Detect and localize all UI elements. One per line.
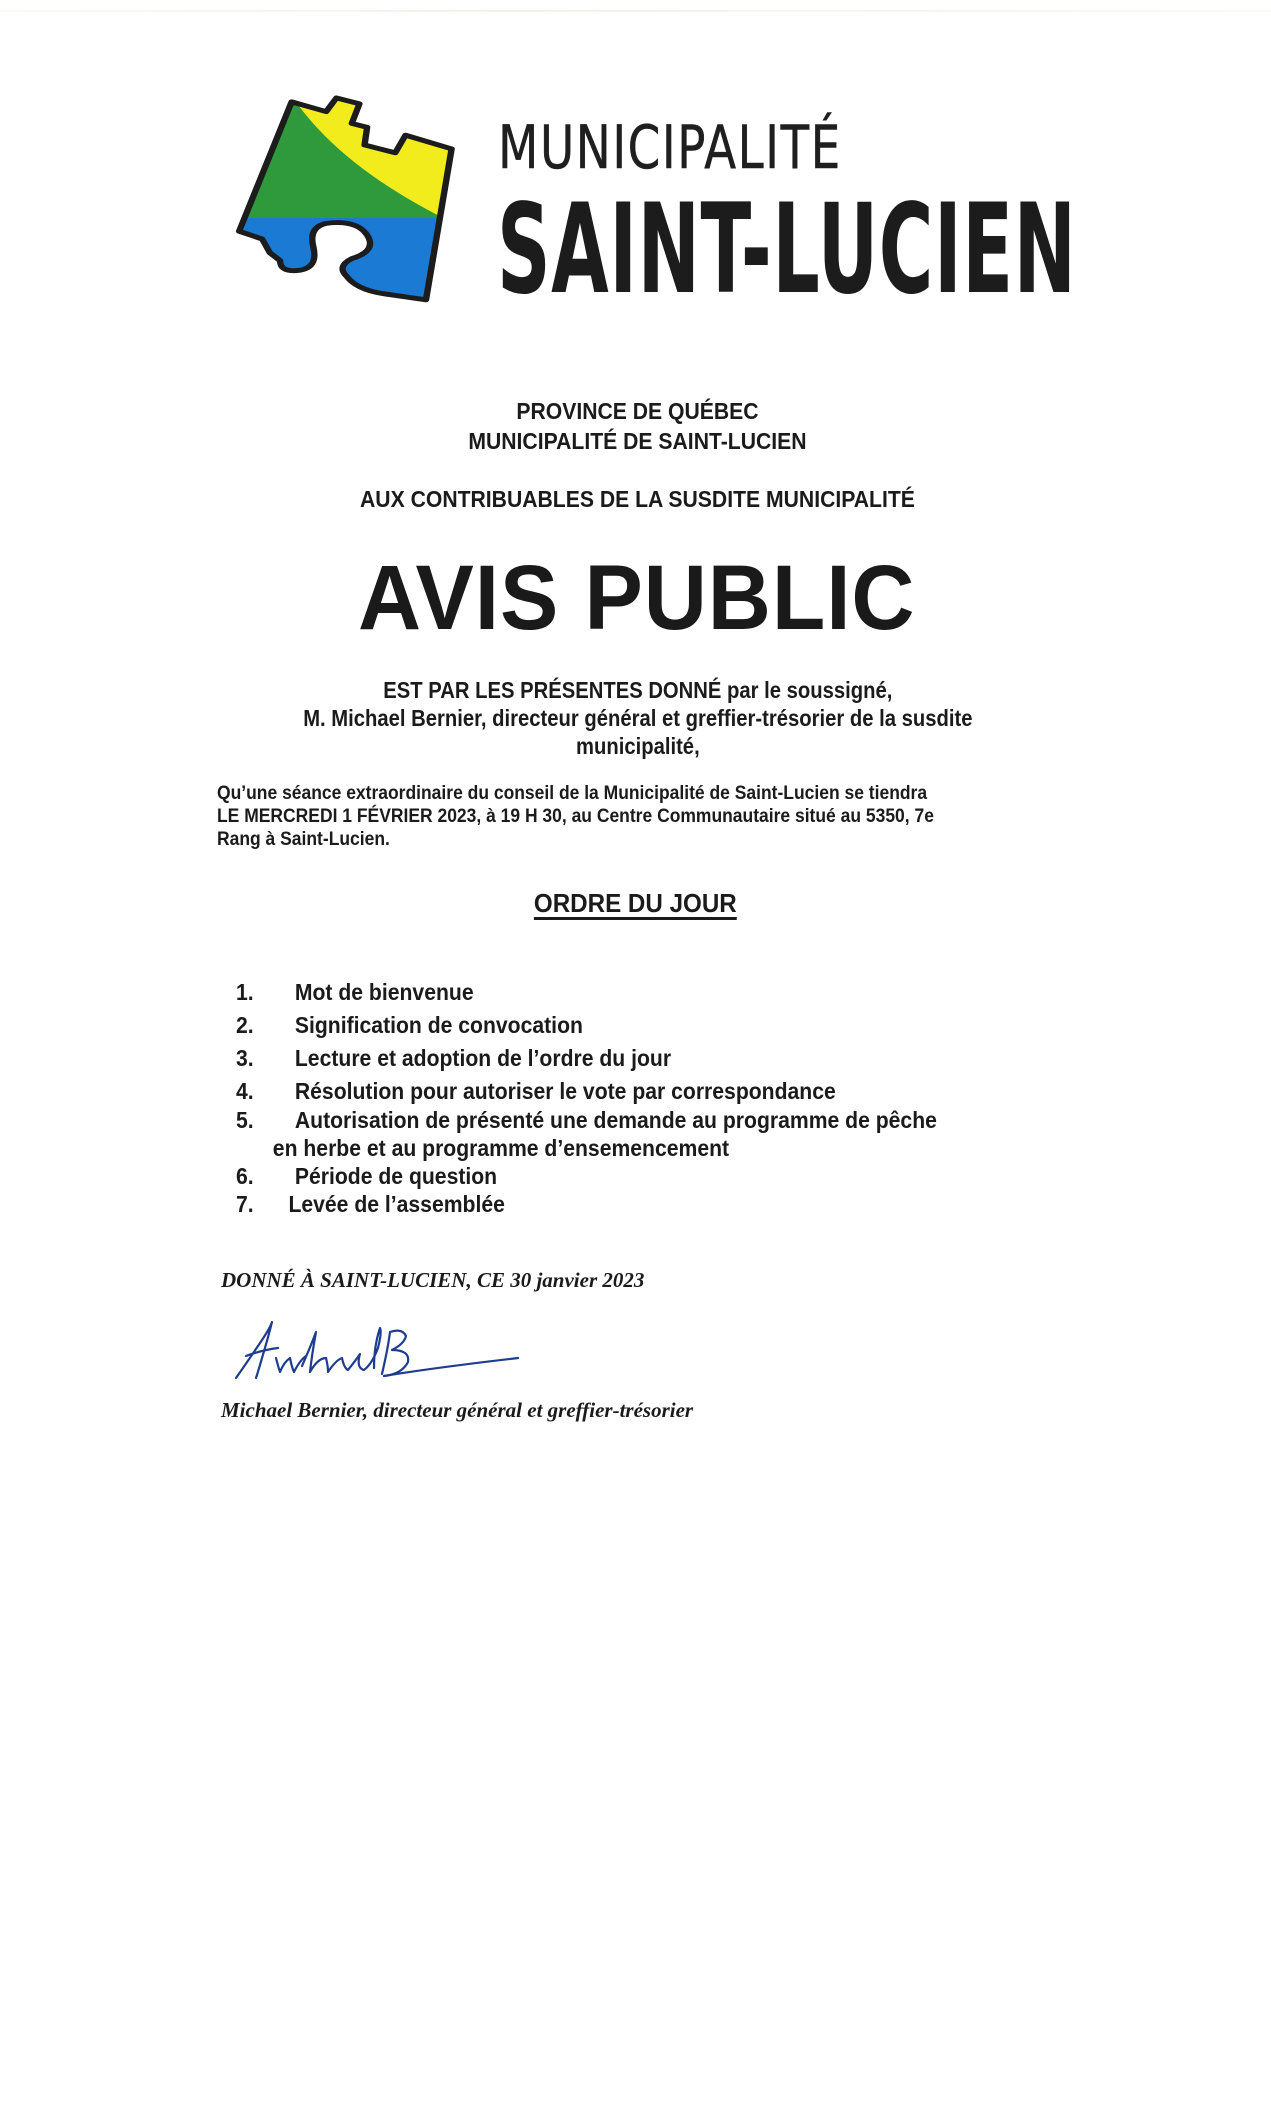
agenda-item-number: 1. <box>236 979 254 1005</box>
agenda-item-number: 2. <box>236 1012 254 1038</box>
notice-line: LE MERCREDI 1 FÉVRIER 2023, à 19 H 30, au Centre Communautaire situé au 5350, 7e <box>217 806 934 827</box>
agenda-item-text: Autorisation de présenté une demande au programme de pêche <box>294 1107 937 1133</box>
page-title: AVIS PUBLIC <box>357 547 916 649</box>
agenda-item-text: Résolution pour autoriser le vote par correspondance <box>294 1078 836 1104</box>
agenda-item-text: Signification de convocation <box>294 1012 583 1038</box>
province-heading: PROVINCE DE QUÉBEC <box>516 398 759 424</box>
agenda-item-text: Lecture et adoption de l’ordre du jour <box>294 1045 672 1071</box>
agenda-item-text: Levée de l’assemblée <box>288 1191 505 1217</box>
intro-line-2: M. Michael Bernier, directeur général et greffier-trésorier de la susdite <box>303 705 973 731</box>
handwritten-signature-icon <box>232 1318 522 1386</box>
intro-line-1-caps: EST PAR LES PRÉSENTES DONNÉ <box>383 677 722 703</box>
audience-heading: AUX CONTRIBUABLES DE LA SUSDITE MUNICIPALITÉ <box>360 486 915 512</box>
agenda-item-number: 4. <box>236 1078 254 1104</box>
meeting-notice-paragraph <box>217 782 1045 851</box>
scan-edge <box>0 10 1271 12</box>
agenda-item-number: 3. <box>236 1045 254 1071</box>
agenda-item-text-continuation: en herbe et au programme d’ensemencement <box>272 1135 730 1161</box>
agenda-item-number: 6. <box>236 1163 254 1189</box>
given-at-date-line: DONNÉ À SAINT-LUCIEN, CE 30 janvier 2023 <box>221 1268 645 1292</box>
agenda-heading: ORDRE DU JOUR <box>533 888 737 918</box>
puzzle-piece-logo-icon <box>228 90 468 308</box>
logo-wordmark-top: MUNICIPALITÉ <box>498 113 842 183</box>
notice-line: Qu’une séance extraordinaire du conseil de la Municipalité de Saint-Lucien se tiendra <box>217 783 928 804</box>
logo-wordmark-bottom: SAINT-LUCIEN <box>497 178 1077 322</box>
agenda-item-text: Période de question <box>294 1163 498 1189</box>
intro-line-1 <box>79 676 1197 704</box>
agenda-item-number: 7. <box>236 1191 254 1217</box>
municipality-heading: MUNICIPALITÉ DE SAINT-LUCIEN <box>468 428 807 454</box>
agenda-item-text: Mot de bienvenue <box>294 979 474 1005</box>
signer-name-title: Michael Bernier, directeur général et greffier-trésorier <box>221 1398 694 1422</box>
intro-line-3: municipalité, <box>575 733 700 759</box>
agenda-item-number: 5. <box>236 1107 254 1133</box>
intro-line-1-rest: par le soussigné, <box>721 677 893 703</box>
notice-line: Rang à Saint-Lucien. <box>217 829 390 850</box>
